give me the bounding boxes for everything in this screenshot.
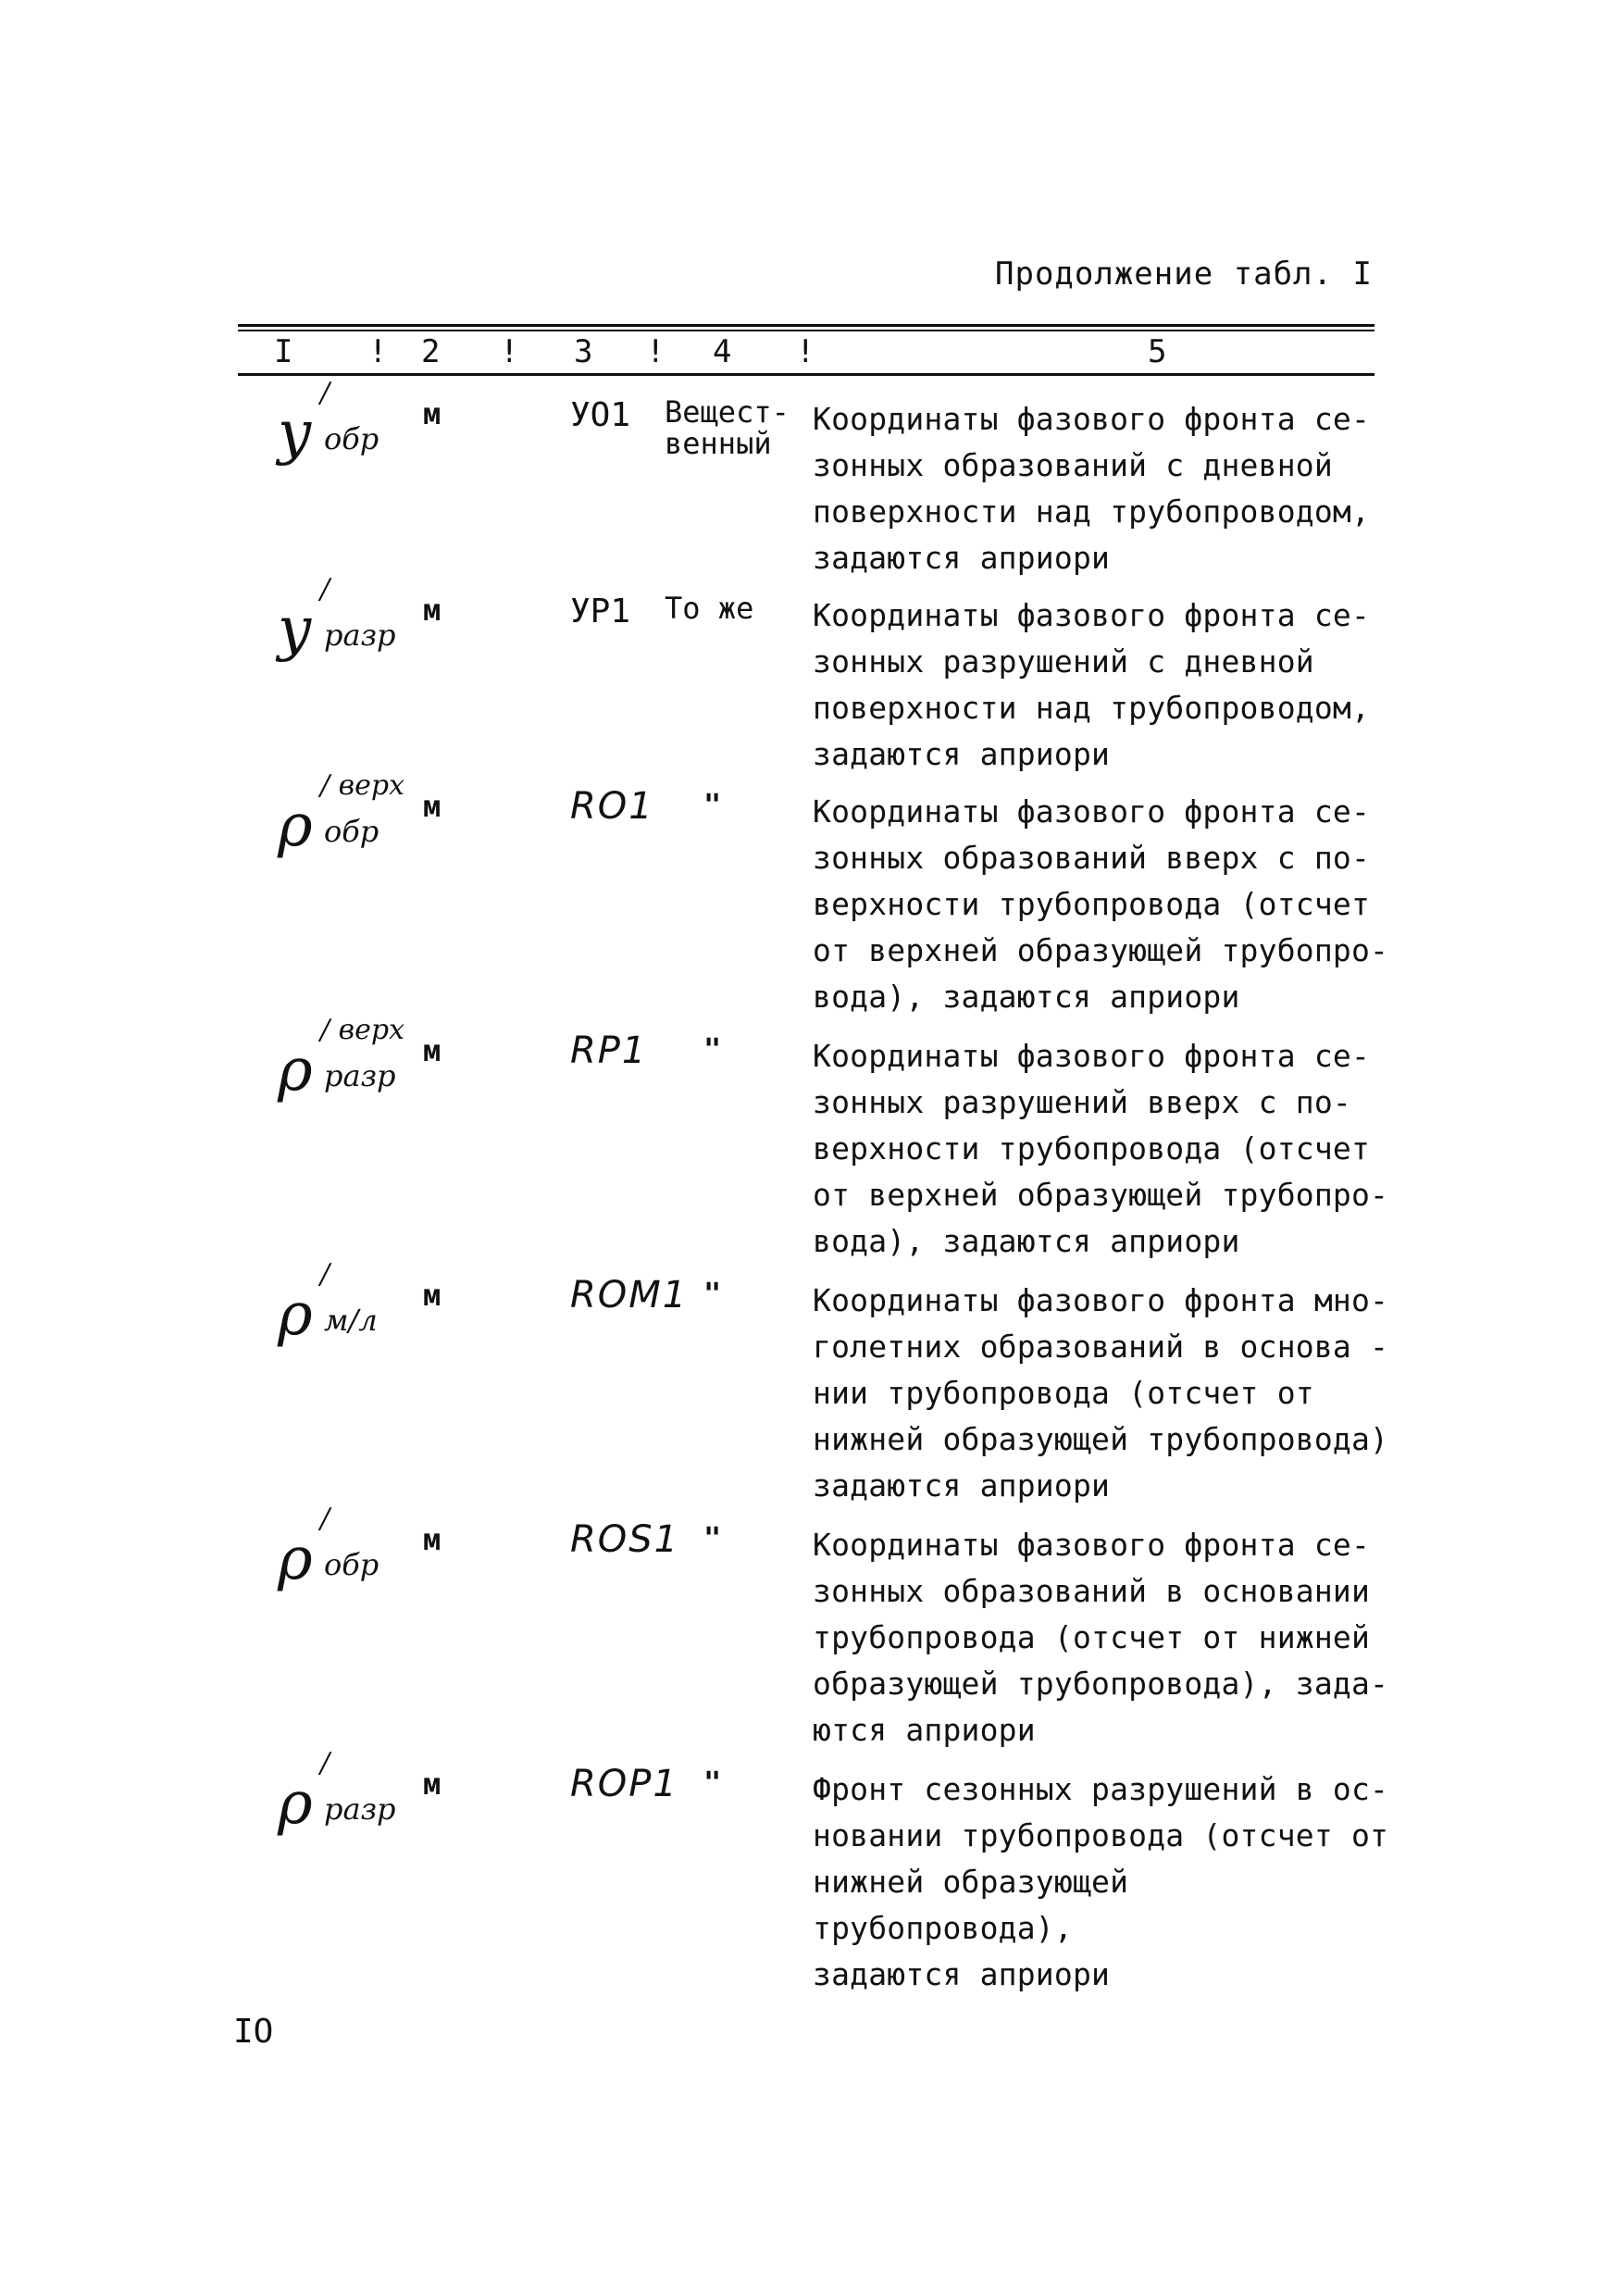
unit-cell: м <box>423 1522 442 1557</box>
description-cell: Координаты фазового фронта се- зонных разрушений вверх с по- верхности трубопровода (отсчет от верхней образующей трубопро- вода), задаются априори <box>813 1038 1389 1259</box>
header-col-5: 5 <box>1148 333 1167 370</box>
header-separator: ! <box>368 333 388 370</box>
symbol-base: ρ <box>278 1525 313 1593</box>
table-continuation-caption: Продолжение табл. I <box>995 256 1373 293</box>
symbol-subscript: обр <box>324 1547 379 1582</box>
variable-symbol <box>278 1747 417 1859</box>
symbol-superscript: / <box>320 1503 330 1535</box>
description-cell: Координаты фазового фронта се- зонных образований с дневной поверхности над трубопроводом, задаются априори <box>813 401 1371 576</box>
unit-cell: м <box>423 789 442 824</box>
table-top-rule-second <box>238 330 1374 331</box>
symbol-base: ρ <box>278 1036 313 1104</box>
unit-cell: м <box>423 1766 442 1802</box>
type-cell-ditto: " <box>703 1765 722 1800</box>
unit-cell: м <box>423 593 442 628</box>
symbol-subscript: разр <box>324 1058 396 1093</box>
symbol-subscript: обр <box>324 814 379 849</box>
header-col-4: 4 <box>713 333 732 370</box>
symbol-superscript: / <box>320 1747 330 1779</box>
symbol-base: y <box>278 399 312 468</box>
symbol-superscript: / верх <box>320 1014 404 1046</box>
variable-symbol <box>278 1503 417 1615</box>
identifier-cell: RO1 <box>570 785 654 828</box>
header-col-3: 3 <box>574 333 593 370</box>
symbol-base: ρ <box>278 1769 313 1838</box>
header-bottom-rule <box>238 373 1374 376</box>
type-cell-ditto: " <box>703 1520 722 1555</box>
variable-symbol <box>278 573 417 685</box>
identifier-cell: ROM1 <box>570 1274 689 1316</box>
variable-symbol <box>278 1258 417 1370</box>
symbol-superscript: / <box>320 377 330 409</box>
description-cell: Координаты фазового фронта мно- голетних образований в основа - нии трубопровода (отсчет от нижней образующей трубопровода) задаются априори <box>813 1282 1389 1504</box>
variable-symbol <box>278 1014 417 1126</box>
variable-symbol <box>278 377 417 489</box>
symbol-subscript: разр <box>324 618 396 653</box>
header-separator: ! <box>500 333 519 370</box>
symbol-superscript: / <box>320 573 330 605</box>
type-cell: То же <box>665 591 754 626</box>
header-separator: ! <box>796 333 815 370</box>
page-number: IO <box>233 2013 274 2051</box>
identifier-cell: ROP1 <box>570 1763 678 1805</box>
description-cell: Фронт сезонных разрушений в ос- новании трубопровода (отсчет от нижней образующей трубопровода), задаются априори <box>813 1771 1389 1992</box>
unit-cell: м <box>423 396 442 431</box>
type-cell: Вещест- венный <box>665 394 790 461</box>
unit-cell: м <box>423 1033 442 1068</box>
type-cell-ditto: " <box>703 1276 722 1311</box>
header-col-2: 2 <box>421 333 441 370</box>
symbol-base: ρ <box>278 1280 313 1349</box>
table-top-rule <box>238 324 1374 327</box>
description-cell: Координаты фазового фронта се- зонных образований в основании трубопровода (отсчет от нижней образующей трубопровода), зада- ются априори <box>813 1527 1389 1748</box>
symbol-superscript: / <box>320 1258 330 1291</box>
variable-symbol <box>278 769 417 881</box>
unit-cell: м <box>423 1278 442 1313</box>
identifier-cell: ROS1 <box>570 1518 680 1561</box>
symbol-subscript: обр <box>324 421 379 456</box>
symbol-subscript: разр <box>324 1791 396 1827</box>
symbol-base: ρ <box>278 792 313 860</box>
identifier-cell: УО1 <box>570 396 631 434</box>
identifier-cell: УР1 <box>570 593 631 630</box>
header-separator: ! <box>646 333 665 370</box>
description-cell: Координаты фазового фронта се- зонных разрушений с дневной поверхности над трубопроводом, задаются априори <box>813 597 1371 772</box>
description-cell: Координаты фазового фронта се- зонных образований вверх с по- верхности трубопровода (отсчет от верхней образующей трубопро- вода), задаются априори <box>813 793 1389 1015</box>
type-cell-ditto: " <box>703 787 722 822</box>
symbol-base: y <box>278 595 312 664</box>
symbol-subscript: м/л <box>324 1303 378 1338</box>
type-cell-ditto: " <box>703 1031 722 1067</box>
identifier-cell: RP1 <box>570 1029 648 1072</box>
symbol-superscript: / верх <box>320 769 404 802</box>
header-col-1: I <box>274 333 293 370</box>
